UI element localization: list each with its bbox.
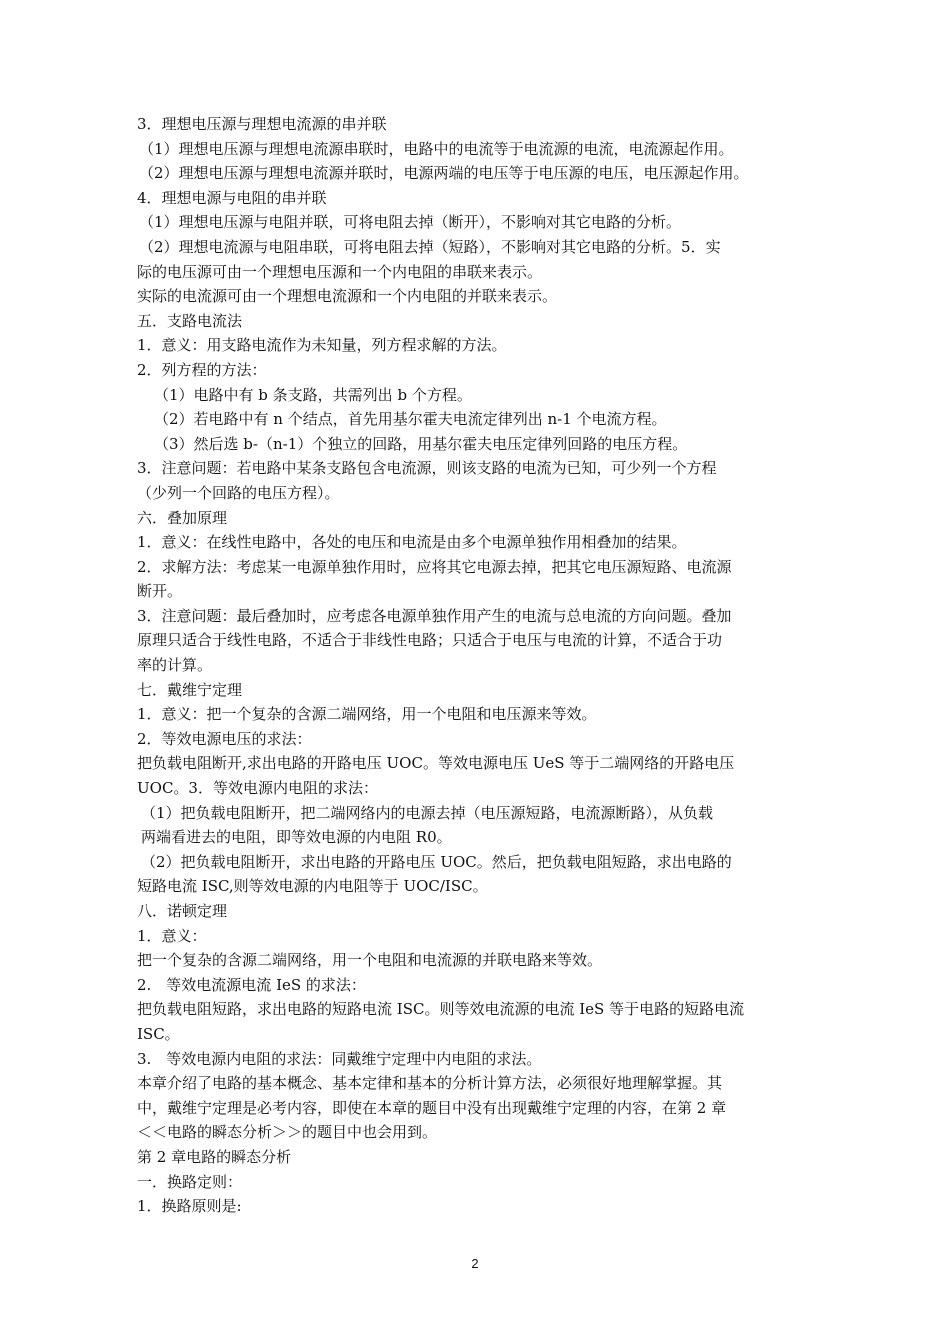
text-line: 把负载电阻短路，求出电路的短路电流 ISC。则等效电流源的电流 IeS 等于电路的短路电流 [137, 1000, 745, 1019]
text-line: 2．求解方法：考虑某一电源单独作用时，应将其它电源去掉，把其它电压源短路、电流源 [137, 557, 732, 576]
text-line: 际的电压源可由一个理想电压源和一个内电阻的串联来表示。 [137, 262, 543, 281]
text-line: 六．叠加原理 [137, 508, 228, 527]
page-body [137, 112, 823, 1219]
text-line: （2）若电路中有 n 个结点，首先用基尔霍夫电流定律列出 n-1 个电流方程。 [154, 410, 667, 429]
text-line: （1）理想电压源与电阻并联，可将电阻去掉（断开），不影响对其它电路的分析。 [139, 213, 682, 232]
text-line: 2. 等效电流源电流 IeS 的求法： [137, 975, 366, 994]
text-line: 1．意义： [137, 926, 207, 945]
text-line: 第 2 章电路的瞬态分析 [137, 1147, 292, 1166]
text-line: （1）电路中有 b 条支路，共需列出 b 个方程。 [154, 385, 472, 404]
text-line: 3. 等效电源内电阻的求法：同戴维宁定理中内电阻的求法。 [137, 1049, 542, 1068]
text-line: 一．换路定则： [137, 1172, 243, 1191]
text-line: 中，戴维宁定理是必考内容，即使在本章的题目中没有出现戴维宁定理的内容，在第 2 章 [137, 1098, 727, 1117]
text-line: 把一个复杂的含源二端网络，用一个电阻和电流源的并联电路来等效。 [137, 951, 603, 970]
text-line: （少列一个回路的电压方程）。 [137, 483, 340, 502]
text-line: 3．注意问题：最后叠加时，应考虑各电源单独作用产生的电流与总电流的方向问题。叠加 [137, 606, 732, 625]
text-line: 率的计算。 [137, 656, 213, 675]
text-line: 五．支路电流法 [137, 311, 243, 330]
text-line: 实际的电流源可由一个理想电流源和一个内电阻的并联来表示。 [137, 287, 558, 306]
text-line: UOC。3．等效电源内电阻的求法： [137, 779, 378, 798]
text-line: 原理只适合于线性电路，不适合于非线性电路；只适合于电压与电流的计算，不适合于功 [137, 631, 723, 650]
text-line: （3）然后选 b-（n-1）个独立的回路，用基尔霍夫电压定律列回路的电压方程。 [154, 434, 688, 453]
text-line: （1）把负载电阻断开，把二端网络内的电源去掉（电压源短路，电流源断路），从负载 [141, 803, 714, 822]
text-line: 七．戴维宁定理 [137, 680, 243, 699]
text-line: 两端看进去的电阻，即等效电源的内电阻 R0。 [141, 828, 452, 847]
text-line: 2．列方程的方法： [137, 360, 267, 379]
text-line: ＜＜电路的瞬态分析＞＞的题目中也会用到。 [137, 1123, 438, 1142]
text-line: 1．意义：在线性电路中，各处的电压和电流是由多个电源单独作用相叠加的结果。 [137, 533, 687, 552]
text-line: 2．等效电源电压的求法： [137, 729, 312, 748]
text-line: （2）把负载电阻断开，求出电路的开路电压 UOC。然后，把负载电阻短路，求出电路的 [141, 852, 732, 871]
text-line: ISC。 [137, 1024, 180, 1043]
text-line: 本章介绍了电路的基本概念、基本定律和基本的分析计算方法，必须很好地理解掌握。其 [137, 1074, 723, 1093]
text-line: 八．诺顿定理 [137, 902, 228, 920]
text-line: （1）理想电压源与理想电流源串联时，电路中的电流等于电流源的电流，电流源起作用。 [139, 139, 734, 158]
text-line: 把负载电阻断开,求出电路的开路电压 UOC。等效电源电压 UeS 等于二端网络的开路电压 [137, 754, 735, 773]
text-line: 短路电流 ISC,则等效电源的内电阻等于 UOC/ISC。 [137, 877, 488, 896]
page-number: 2 [471, 1256, 479, 1271]
text-line: 1．换路原则是: [137, 1197, 242, 1216]
text-line: 1．意义：用支路电流作为未知量，列方程求解的方法。 [137, 336, 507, 355]
text-line: 1．意义：把一个复杂的含源二端网络，用一个电阻和电压源来等效。 [137, 705, 597, 724]
text-line: 4．理想电源与电阻的串并联 [137, 188, 327, 207]
text-line: 3．理想电压源与理想电流源的串并联 [137, 115, 387, 133]
text-line: （2）理想电流源与电阻串联，可将电阻去掉（短路），不影响对其它电路的分析。5．实 [139, 237, 721, 256]
text-line: 断开。 [137, 582, 183, 601]
text-line: （2）理想电压源与理想电流源并联时，电源两端的电压等于电压源的电压，电压源起作用。 [139, 164, 749, 183]
text-line: 3．注意问题：若电路中某条支路包含电流源，则该支路的电流为已知，可少列一个方程 [137, 459, 717, 478]
